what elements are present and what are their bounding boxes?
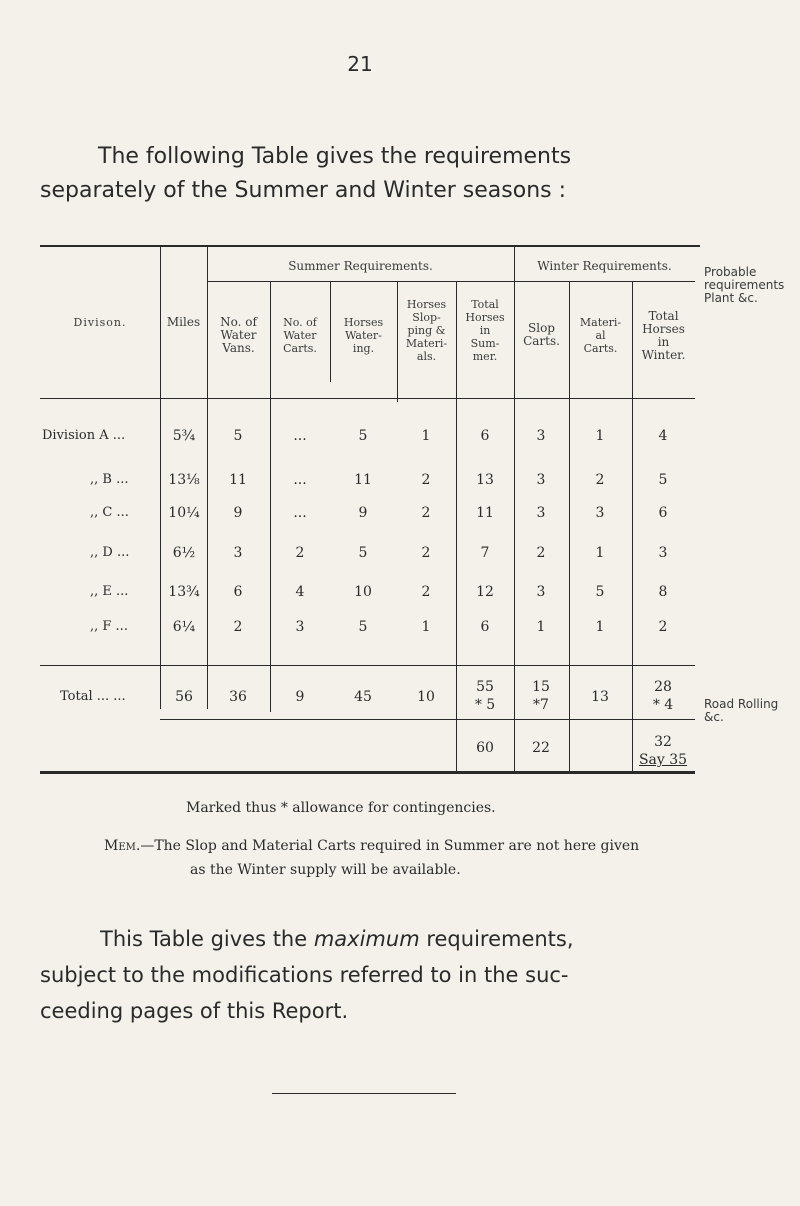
table-row: ,, E ... 13¾ 6 4 10 2 12 3 5 8: [90, 584, 668, 600]
table-row: ,, B ... 13⅛ 11 ... 11 2 13 3 2 5: [90, 472, 668, 488]
total-row: Total ... ... 56 36 9 45 10 55 * 5 15 *7 13 28 * 4: [60, 679, 674, 713]
miles-header: Miles: [166, 315, 201, 329]
slop-carts-header: Slop Carts.: [523, 321, 560, 348]
page-number: 21: [347, 52, 373, 76]
total-bottom-rule: [160, 719, 695, 720]
closing-line-2: subject to the modifications referred to in the suc-: [40, 963, 569, 987]
side-note-road-rolling: Road Rolling &c.: [704, 697, 779, 724]
intro-line-2: separately of the Summer and Winter seasons :: [40, 178, 567, 203]
water-vans-header: No. of Water Vans.: [220, 315, 257, 355]
footnote-mem-continued: as the Winter supply will be available.: [190, 862, 461, 878]
footnote-marked: Marked thus * allowance for contingencies.: [186, 800, 496, 816]
closing-line-1: This Table gives the maximum requirements,: [100, 927, 574, 951]
winter-header: Winter Requirements.: [537, 259, 672, 273]
total-winter-header: Total Horses in Winter.: [641, 309, 686, 362]
group-header-rule: [207, 281, 695, 282]
table-row: Division A ... 5¾ 5 ... 5 1 6 3 1 4: [42, 428, 668, 444]
footnote-mem: Mem.—The Slop and Material Carts required in Summer are not here given: [104, 838, 640, 854]
table-top-rule: [40, 245, 700, 247]
table-row: ,, D ... 6½ 3 2 5 2 7 2 1 3: [90, 545, 668, 561]
header-bottom-rule: [40, 398, 695, 399]
horses-slopping-header: Horses Slop- ping & Materi- als.: [405, 298, 448, 363]
material-carts-header: Materi- al Carts.: [579, 316, 622, 355]
closing-line-3: ceeding pages of this Report.: [40, 999, 349, 1023]
water-carts-header: No. of Water Carts.: [283, 316, 317, 355]
table-row: ,, F ... 6¼ 2 3 5 1 6 1 1 2: [90, 619, 668, 635]
division-header: Divison.: [73, 316, 127, 329]
grand-total-row: 60 22 32 Say 35: [476, 734, 688, 768]
total-top-rule: [40, 665, 695, 666]
side-note-plant: Probable requirements Plant &c.: [704, 265, 785, 305]
intro-line-1: The following Table gives the requirements: [98, 144, 572, 169]
end-rule: [272, 1093, 456, 1094]
table-row: ,, C ... 10¼ 9 ... 9 2 11 3 3 6: [90, 505, 668, 521]
summer-header: Summer Requirements.: [288, 259, 433, 273]
intro-paragraph: [40, 140, 700, 208]
horses-watering-header: Horses Water- ing.: [343, 316, 384, 355]
total-summer-header: Total Horses in Sum- mer.: [465, 298, 505, 363]
